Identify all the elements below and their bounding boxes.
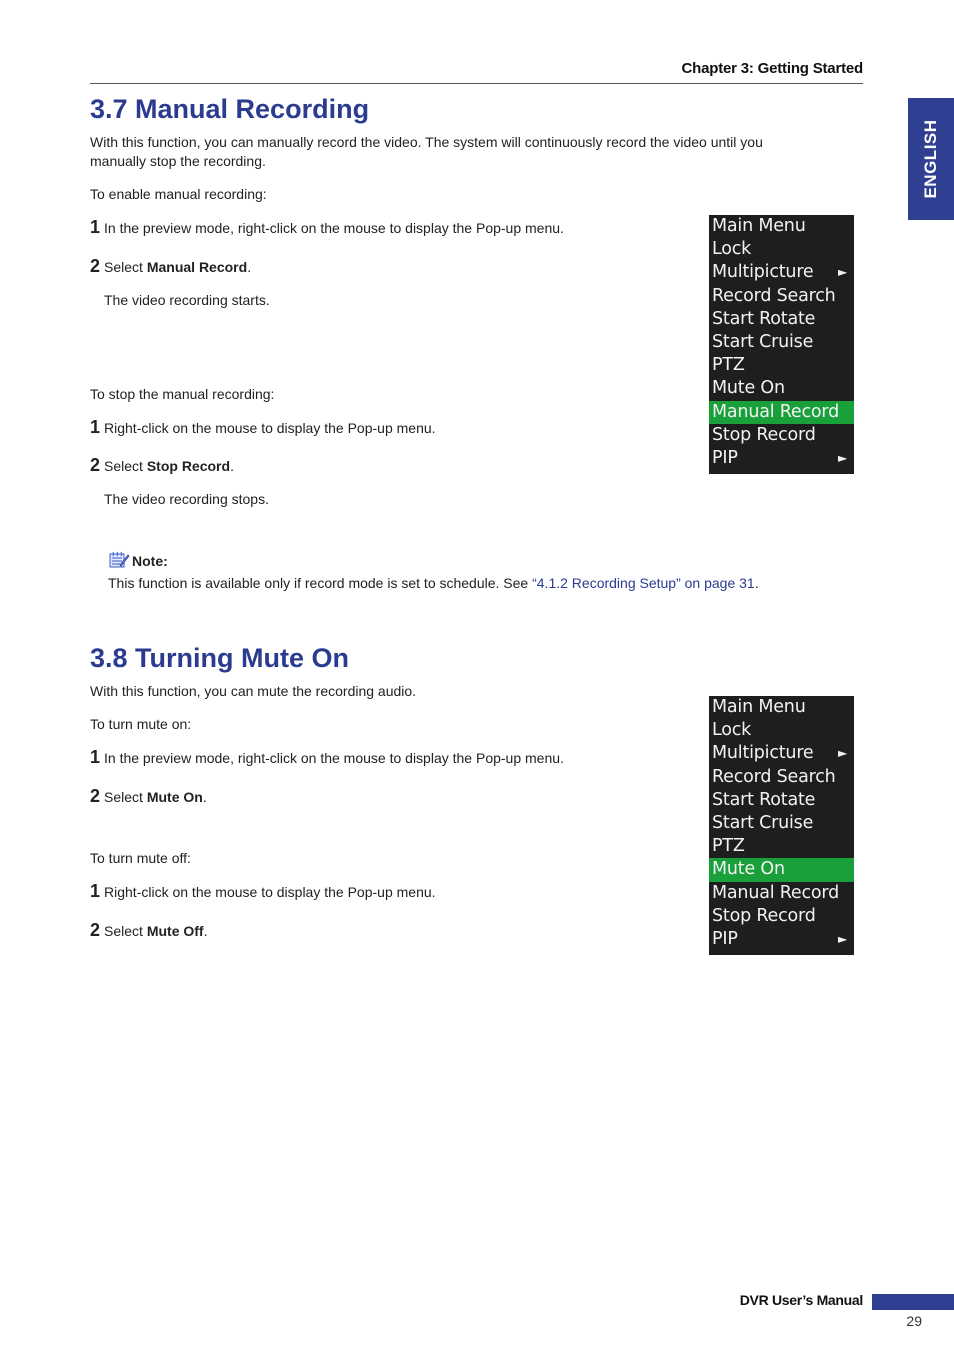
menu-item-record-search[interactable]: Record Search (712, 285, 836, 306)
step-text: Select (104, 259, 147, 275)
footer-bar (872, 1294, 954, 1310)
popup-menu-mute-on (709, 696, 854, 955)
menu-item-stop-record[interactable]: Stop Record (712, 905, 816, 926)
menu-item-ptz[interactable]: PTZ (712, 355, 745, 376)
intro-line-1: With this function, you can manually record the video. The system will continuously record the video until you (90, 134, 763, 150)
step-2 (90, 455, 234, 476)
step-number: 1 (90, 417, 101, 437)
menu-item-mute-on[interactable]: Mute On (709, 858, 854, 881)
step-number: 1 (90, 747, 101, 767)
menu-item-start-cruise[interactable]: Start Cruise (712, 812, 814, 833)
step-2 (90, 920, 207, 941)
menu-item-main-menu[interactable]: Main Menu (712, 216, 806, 236)
step-text: Select (104, 923, 147, 939)
step-1 (90, 417, 436, 438)
popup-menu-manual-record (709, 215, 854, 474)
step-text: In the preview mode, right-click on the mouse to display the Pop-up menu. (104, 750, 564, 766)
menu-item-ptz[interactable]: PTZ (712, 836, 745, 857)
step-text-end: . (230, 458, 234, 474)
menu-item-multipicture[interactable]: Multipicture ► (712, 262, 847, 283)
step-number: 2 (90, 786, 101, 806)
section-title-manual-recording: 3.7 Manual Recording (90, 94, 370, 124)
step-number: 1 (90, 217, 101, 237)
footer-manual-title: DVR User’s Manual (739, 1292, 863, 1308)
menu-item-lock[interactable]: Lock (712, 720, 752, 741)
menu-item-lock[interactable]: Lock (712, 239, 752, 260)
menu-item-pip[interactable]: PIP ► (712, 928, 847, 949)
menu-item-start-cruise[interactable]: Start Cruise (712, 331, 814, 352)
section-title-turning-mute-on: 3.8 Turning Mute On (90, 643, 349, 673)
chapter-header: Chapter 3: Getting Started (681, 60, 863, 77)
menu-item-stop-record[interactable]: Stop Record (712, 424, 816, 445)
note-end: . (754, 575, 759, 591)
menu-item-record-search[interactable]: Record Search (712, 766, 836, 787)
step-bold-term: Manual Record (146, 259, 248, 275)
submenu-arrow-icon: ► (837, 265, 847, 280)
stop-label: To stop the manual recording: (90, 386, 275, 402)
intro-line-2: manually stop the recording. (90, 153, 266, 169)
note-icon (108, 551, 130, 574)
menu-item-start-rotate[interactable]: Start Rotate (712, 308, 816, 329)
menu-item-main-menu[interactable]: Main Menu (712, 697, 806, 717)
step-2 (90, 786, 207, 807)
language-tab-label: ENGLISH (921, 119, 940, 199)
step-1 (90, 747, 564, 768)
language-tab (908, 98, 954, 220)
step-text-end: . (203, 923, 208, 939)
step-number: 2 (90, 455, 101, 475)
step-bold-term: Mute On (146, 789, 203, 805)
note-body: This function is available only if record mode is set to schedule. See (108, 575, 533, 591)
step-bold-term: Mute Off (146, 923, 204, 939)
menu-item-mute-on[interactable]: Mute On (712, 378, 785, 399)
menu-item-manual-record[interactable]: Manual Record (712, 882, 840, 903)
step-text-end: . (247, 259, 252, 275)
menu-item-manual-record[interactable]: Manual Record (709, 401, 854, 424)
submenu-arrow-icon: ► (837, 746, 847, 761)
menu-item-pip[interactable]: PIP ► (712, 447, 847, 468)
mute-off-label: To turn mute off: (90, 850, 191, 866)
step-text-end: . (202, 789, 207, 805)
submenu-arrow-icon: ► (837, 450, 847, 465)
note-title: Note: (132, 553, 168, 569)
step-text: Right-click on the mouse to display the Pop-up menu. (104, 420, 436, 436)
step-text: In the preview mode, right-click on the mouse to display the Pop-up menu. (104, 220, 564, 236)
stop-result: The video recording stops. (104, 491, 269, 507)
step-number: 2 (90, 256, 101, 276)
section-intro (90, 133, 830, 171)
note-heading (108, 551, 168, 574)
step-text: Select (104, 789, 147, 805)
step-2 (90, 256, 251, 277)
page-number: 29 (906, 1313, 922, 1329)
submenu-arrow-icon: ► (837, 931, 847, 946)
step-bold-term: Stop Record (146, 458, 231, 474)
step-1 (90, 881, 436, 902)
step-text: Right-click on the mouse to display the Pop-up menu. (104, 884, 436, 900)
note-cross-reference-link[interactable]: “4.1.2 Recording Setup” on page 31 (532, 575, 755, 591)
menu-item-start-rotate[interactable]: Start Rotate (712, 789, 816, 810)
enable-label: To enable manual recording: (90, 186, 267, 202)
menu-item-multipicture[interactable]: Multipicture ► (712, 743, 847, 764)
step-number: 1 (90, 881, 101, 901)
enable-result: The video recording starts. (104, 292, 270, 308)
step-number: 2 (90, 920, 101, 940)
note-text (108, 574, 759, 593)
step-text: Select (104, 458, 147, 474)
section-intro: With this function, you can mute the recording audio. (90, 683, 417, 699)
step-1 (90, 217, 564, 238)
header-rule (90, 83, 863, 84)
mute-on-label: To turn mute on: (90, 716, 192, 732)
